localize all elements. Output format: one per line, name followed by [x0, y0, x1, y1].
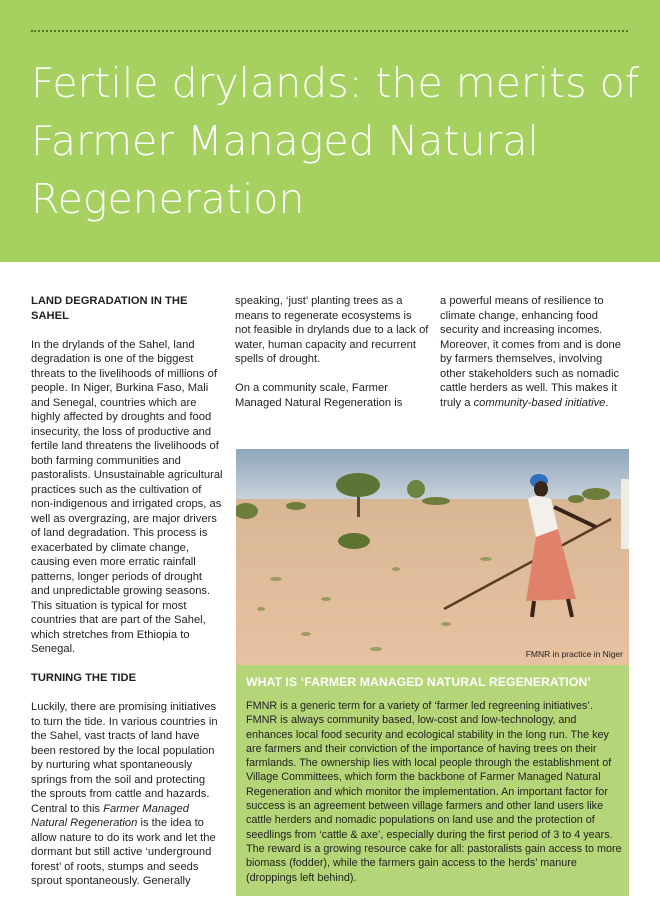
article-column-3: [440, 294, 630, 425]
fmnr-definition-box: [236, 665, 629, 896]
section-heading-land-degradation: LAND DEGRADATION IN THE SAHEL: [31, 295, 188, 322]
page-title: Fertile drylands: the merits of Farmer Managed Natural Regeneration: [31, 59, 640, 223]
photo-caption: FMNR in practice in Niger: [525, 649, 623, 659]
paragraph-community-scale: On a community scale, Farmer Managed Natural Regeneration is: [235, 382, 403, 409]
dotted-divider: [31, 30, 628, 32]
paragraph-resilience: a powerful means of resilience to climate change, enhancing food security and increasing incomes. Moreover, it comes from and is done by farmers themselves, involving other stakeholders such as nomadic cattle herders as well. This makes it truly a community-based initiative.: [440, 295, 621, 409]
paragraph-planting-trees: speaking, ‘just’ planting trees as a means to regenerate ecosystems is not feasible in drylands due to a lack of water, human capacity and recurrent spells of drought.: [235, 295, 429, 365]
title-banner: [0, 0, 660, 262]
section-heading-turning-the-tide: TURNING THE TIDE: [31, 672, 137, 684]
article-column-1: [31, 294, 223, 903]
fmnr-photo: [236, 449, 629, 665]
article-column-2: [235, 294, 430, 425]
paragraph-land-degradation: In the drylands of the Sahel, land degradation is one of the biggest threats to the livelihoods of millions of people. In Niger, Burkina Faso, Mali and Senegal, countries which are highly affected by droughts and food insecurity, the loss of productive and fertile land threatens the livelihoods of both farming communities and pastoralists. Unsustainable agricultural practices such as the cultivation of non-indigenous and irrigated crops, as well as overgrazing, are major drivers of land degradation. This process is exacerbated by climate change, causing even more erratic rainfall patterns, longer periods of drought and unpredictable growing seasons. This situation is typical for most countries that are part of the Sahel, which stretches from Ethiopia to Senegal.: [31, 338, 223, 655]
paragraph-turning-the-tide: Luckily, there are promising initiatives to turn the tide. In various countries in the Sahel, vast tracts of land have been restored by the local population by nurturing what spontaneously springs from the soil and protecting the sprouts from cattle and hazards. Central to this Farmer Managed Natural Regeneration is the idea to allow nature to do its work and let the dormant but still active ‘underground forest’ of roots, stumps and seeds sprout spontaneously. Generally: [31, 701, 218, 887]
photo-illustration: [236, 449, 629, 665]
box-heading: WHAT IS ‘FARMER MANAGED NATURAL REGENERATION’: [246, 675, 591, 689]
box-body: FMNR is a generic term for a variety of ‘farmer led regreening initiatives’. FMNR is always community based, low-cost and low-technology, and enhances local food security and ecological stability in the long run. The key are farmers and their conviction of the importance of having trees on their farmlands. The ownership lies with local people through the establishment of Village Committees, which form the backbone of Farmer Managed Natural Regeneration and which monitor the implementation. An important factor for success is an agreement between village farmers and other land users like cattle herders and nomadic populations on land use and the protection of seedlings from ‘cattle & axe’, especially during the first period of 3 to 4 years. The reward is a growing resource cake for all: pastoralists gain access to more biomass (fodder), while the farmers gain access to the herds’ manure (droppings left behind).: [246, 700, 622, 884]
